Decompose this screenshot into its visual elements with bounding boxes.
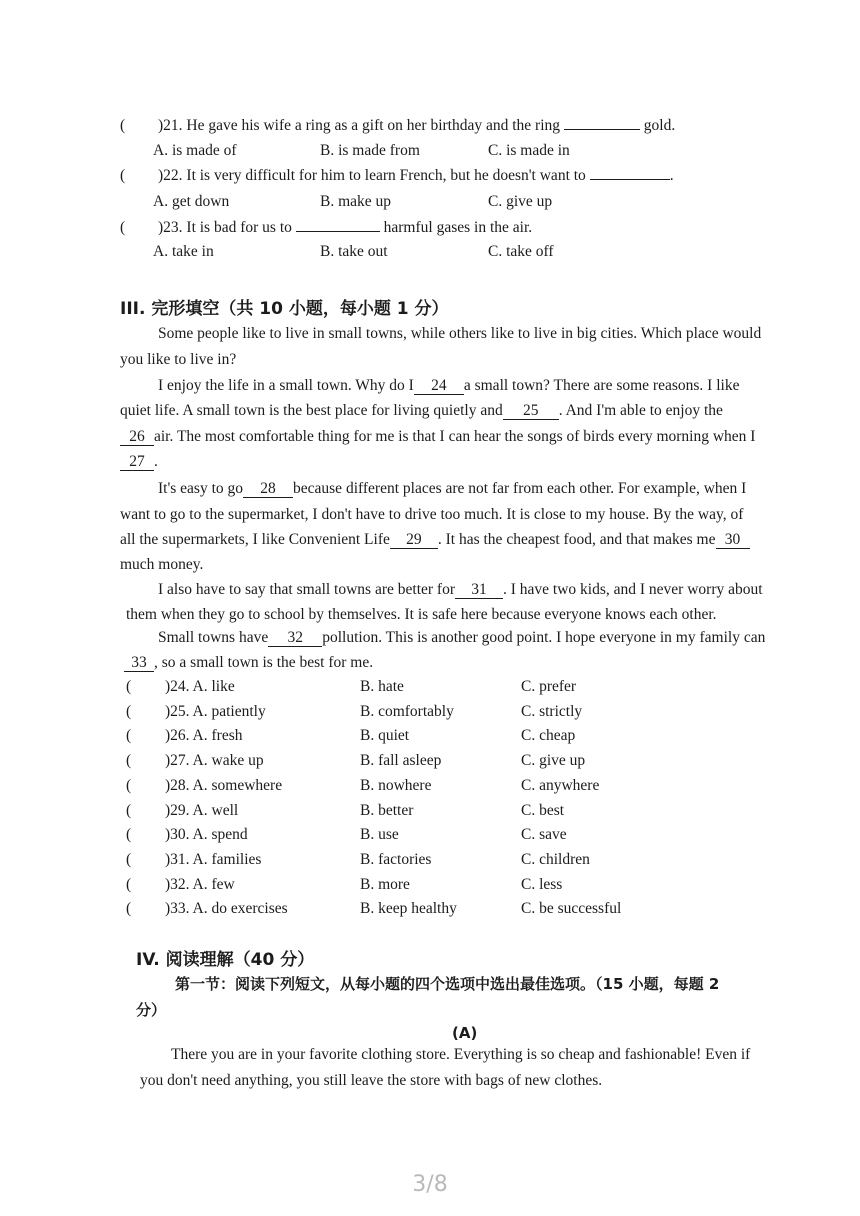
cloze-option-c: C. save: [521, 826, 567, 843]
blank-31: 31: [455, 582, 503, 599]
cloze-option-a: )31. A. families: [165, 851, 262, 868]
blank-29: 29: [390, 532, 438, 549]
cloze-option-a: )32. A. few: [165, 876, 235, 893]
blank-26: 26: [120, 429, 154, 446]
question-stem: )21. He gave his wife a ring as a gift on her birthday and the ring: [158, 117, 561, 134]
blank-32: 32: [268, 630, 322, 647]
option-c: C. is made in: [488, 142, 570, 159]
cloze-option-a: )29. A. well: [165, 802, 239, 819]
cloze-option-c: C. strictly: [521, 703, 583, 720]
cloze-option-b: B. hate: [360, 678, 404, 695]
passage-line: Some people like to live in small towns, while others like to live in big cities. Which place would: [158, 325, 762, 342]
passage-line: 27 .: [120, 452, 158, 472]
cloze-option-c: C. anywhere: [521, 777, 600, 794]
passage-line: I also have to say that small towns are better for 31 . I have two kids, and I never worry about: [158, 581, 763, 598]
cloze-option-b: B. better: [360, 802, 414, 819]
blank-28: 28: [243, 481, 293, 498]
answer-blank: [590, 165, 670, 180]
answer-blank: [564, 115, 640, 130]
blank-33: 33: [124, 655, 154, 672]
cloze-option-c: C. less: [521, 876, 563, 893]
passage-line: want to go to the supermarket, I don't have to drive too much. It is close to my house. By the way, of: [120, 506, 744, 523]
option-b: B. make up: [320, 193, 392, 210]
option-b: B. is made from: [320, 142, 420, 159]
blank-30: 30: [716, 532, 750, 549]
question-22: [120, 165, 674, 186]
cloze-option-a: )30. A. spend: [165, 826, 248, 843]
section-instruction-cont: 分）: [136, 1001, 167, 1019]
answer-paren: (: [126, 703, 132, 720]
option-c: C. give up: [488, 193, 553, 210]
passage-line: all the supermarkets, I like Convenient Life 29 . It has the cheapest food, and that makes me 30: [120, 530, 750, 550]
cloze-option-c: C. best: [521, 802, 565, 819]
answer-paren: (: [120, 219, 126, 236]
answer-paren: (: [126, 802, 132, 819]
question-23: [120, 217, 532, 238]
cloze-option-b: B. keep healthy: [360, 900, 457, 917]
cloze-option-b: B. nowhere: [360, 777, 432, 794]
cloze-option-a: )24. A. like: [165, 678, 235, 695]
answer-paren: (: [126, 826, 132, 843]
question-stem-end: .: [669, 167, 674, 184]
passage-line: 26 air. The most comfortable thing for me is that I can hear the songs of birds every morning when I: [120, 427, 755, 447]
passage-line: quiet life. A small town is the best place for living quietly and 25 . And I'm able to enjoy the: [120, 402, 723, 419]
cloze-option-c: C. prefer: [521, 678, 577, 695]
question-stem: )22. It is very difficult for him to learn French, but he doesn't want to: [158, 167, 586, 184]
passage-label: (A): [452, 1024, 478, 1042]
passage-line: them when they go to school by themselves. It is safe here because everyone knows each other.: [126, 606, 717, 623]
option-c: C. take off: [488, 243, 554, 260]
cloze-option-c: C. children: [521, 851, 590, 868]
option-a: A. get down: [153, 193, 230, 210]
cloze-option-c: C. be successful: [521, 900, 622, 917]
passage-line: It's easy to go 28 because different places are not far from each other. For example, when I: [158, 480, 747, 497]
answer-paren: (: [120, 167, 126, 184]
blank-25: 25: [503, 403, 559, 420]
answer-blank: [296, 217, 380, 232]
passage-line: 33 , so a small town is the best for me.: [124, 653, 373, 673]
answer-paren: (: [126, 900, 132, 917]
reading-text-line: you don't need anything, you still leave the store with bags of new clothes.: [140, 1072, 603, 1089]
cloze-option-a: )28. A. somewhere: [165, 777, 283, 794]
cloze-option-b: B. more: [360, 876, 410, 893]
answer-paren: (: [126, 727, 132, 744]
blank-24: 24: [414, 378, 464, 395]
passage-line: you like to live in?: [120, 351, 237, 368]
page-indicator: 3/8: [412, 1172, 448, 1197]
cloze-option-a: )27. A. wake up: [165, 752, 264, 769]
cloze-option-b: B. fall asleep: [360, 752, 442, 769]
answer-paren: (: [126, 851, 132, 868]
answer-paren: (: [126, 752, 132, 769]
cloze-option-b: B. comfortably: [360, 703, 454, 720]
blank-27: 27: [120, 454, 154, 471]
cloze-option-a: )25. A. patiently: [165, 703, 266, 720]
cloze-option-b: B. use: [360, 826, 399, 843]
section-instruction: 第一节：阅读下列短文，从每小题的四个选项中选出最佳选项。（15 小题，每题 2: [175, 975, 720, 993]
passage-line: I enjoy the life in a small town. Why do I 24 a small town? There are some reasons. I like: [158, 377, 740, 394]
cloze-option-b: B. factories: [360, 851, 432, 868]
answer-paren: (: [126, 678, 132, 695]
option-a: A. take in: [153, 243, 214, 260]
section-heading-reading: IV. 阅读理解（40 分）: [136, 950, 315, 970]
option-b: B. take out: [320, 243, 388, 260]
question-stem: )23. It is bad for us to: [158, 219, 292, 236]
section-heading-cloze: III. 完形填空（共 10 小题，每小题 1 分）: [120, 299, 449, 319]
question-stem-end: gold.: [643, 117, 676, 134]
cloze-option-b: B. quiet: [360, 727, 410, 744]
answer-paren: (: [126, 876, 132, 893]
answer-paren: (: [126, 777, 132, 794]
passage-line: much money.: [120, 556, 204, 573]
cloze-option-a: )26. A. fresh: [165, 727, 243, 744]
reading-text-line: There you are in your favorite clothing store. Everything is so cheap and fashionable! Even if: [171, 1046, 751, 1063]
cloze-option-c: C. cheap: [521, 727, 576, 744]
cloze-option-a: )33. A. do exercises: [165, 900, 288, 917]
answer-paren: (: [120, 117, 126, 134]
passage-line: Small towns have 32 pollution. This is another good point. I hope everyone in my family can: [158, 629, 766, 646]
cloze-option-c: C. give up: [521, 752, 586, 769]
question-stem-end: harmful gases in the air.: [383, 219, 533, 236]
option-a: A. is made of: [153, 142, 237, 159]
question-21: [120, 115, 675, 136]
